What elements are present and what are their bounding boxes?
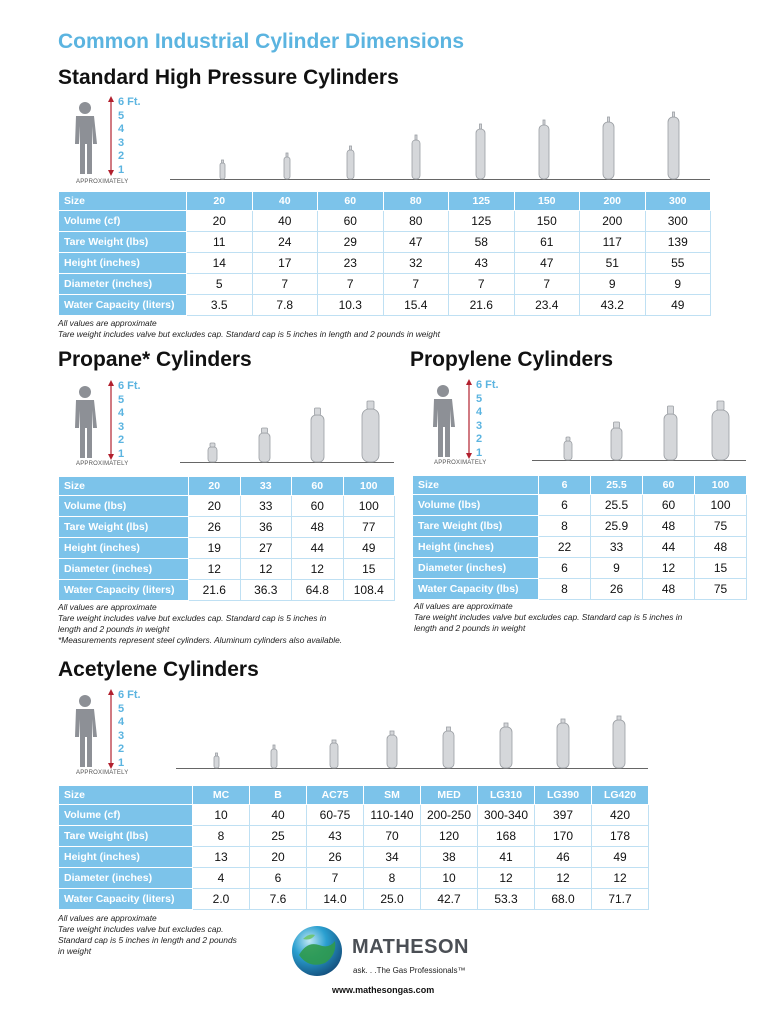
table-cell: 42.7 xyxy=(421,889,478,910)
header-cell: 100 xyxy=(695,476,747,495)
cylinder-row-acetylene xyxy=(176,712,648,769)
table-cell: 80 xyxy=(383,211,449,232)
table-cell: 150 xyxy=(514,211,580,232)
table-cell: 20 xyxy=(189,496,241,517)
header-cell: AC75 xyxy=(307,786,364,805)
table-header-row xyxy=(59,786,649,805)
person-silhouette xyxy=(70,693,100,769)
scale-label: 4 xyxy=(118,716,125,728)
table-header-row xyxy=(59,192,711,211)
table-cell: 48 xyxy=(643,579,695,600)
table-cell: 77 xyxy=(343,517,395,538)
scale-label: 3 xyxy=(118,420,125,433)
table-row xyxy=(59,211,711,232)
scale-label: 1 xyxy=(118,756,125,769)
section-title-acetylene: Acetylene Cylinders xyxy=(58,658,259,681)
table-cell: 49 xyxy=(645,295,711,316)
table-cell: 25.9 xyxy=(591,516,643,537)
header-cell: Size xyxy=(59,477,189,496)
table-row xyxy=(59,868,649,889)
table-cell: 68.0 xyxy=(535,889,592,910)
table-cell: 71.7 xyxy=(592,889,649,910)
row-label: Height (inches) xyxy=(59,847,193,868)
table-cell: 10 xyxy=(421,868,478,889)
header-cell: 300 xyxy=(645,192,711,211)
header-cell: 60 xyxy=(292,477,344,496)
cylinder-row-standard xyxy=(170,110,710,180)
note-text: All values are approximate xyxy=(58,913,157,923)
header-cell: LG420 xyxy=(592,786,649,805)
header-cell: 200 xyxy=(580,192,646,211)
table-row xyxy=(59,253,711,274)
table-cell: 4 xyxy=(193,868,250,889)
table-cell: 26 xyxy=(307,847,364,868)
table-row xyxy=(59,295,711,316)
table-cell: 9 xyxy=(580,274,646,295)
table-cell: 14.0 xyxy=(307,889,364,910)
table-cell: 24 xyxy=(252,232,318,253)
row-label: Volume (lbs) xyxy=(59,496,189,517)
table-row xyxy=(59,559,395,580)
table-cell: 7 xyxy=(318,274,384,295)
row-label: Diameter (inches) xyxy=(59,559,189,580)
table-cell: 60 xyxy=(318,211,384,232)
table-cell: 23.4 xyxy=(514,295,580,316)
scale-label: 2 xyxy=(118,434,125,446)
row-label: Water Capacity (lbs) xyxy=(413,579,539,600)
table-cell: 110-140 xyxy=(364,805,421,826)
table-cell: 12 xyxy=(478,868,535,889)
height-scale-propane xyxy=(70,380,180,472)
table-cell: 17 xyxy=(252,253,318,274)
table-cell: 48 xyxy=(643,516,695,537)
header-cell: LG390 xyxy=(535,786,592,805)
table-cell: 34 xyxy=(364,847,421,868)
approx-label: APPROXIMATELY xyxy=(76,770,129,776)
table-cell: 13 xyxy=(193,847,250,868)
table-cell: 8 xyxy=(193,826,250,847)
table-propane xyxy=(58,476,395,601)
cylinder-row-propane xyxy=(180,395,394,463)
table-row xyxy=(59,889,649,910)
table-cell: 397 xyxy=(535,805,592,826)
table-row xyxy=(59,496,395,517)
height-scale-standard xyxy=(70,96,180,188)
table-cell: 25.5 xyxy=(591,495,643,516)
table-cell: 7 xyxy=(514,274,580,295)
table-cell: 12 xyxy=(240,559,292,580)
height-arrow xyxy=(108,689,114,769)
scale-label: 6 Ft. xyxy=(118,380,141,392)
table-cell: 43 xyxy=(307,826,364,847)
table-cell: 8 xyxy=(364,868,421,889)
scale-label: 6 Ft. xyxy=(476,379,499,391)
note-text: Tare weight includes valve but excludes cap. xyxy=(58,924,224,934)
header-cell: Size xyxy=(59,192,187,211)
scale-label: 6 Ft. xyxy=(118,689,141,701)
scale-label: 3 xyxy=(118,136,125,149)
table-cell: 12 xyxy=(189,559,241,580)
row-label: Water Capacity (liters) xyxy=(59,580,189,601)
brand-name: MATHESON xyxy=(352,936,469,958)
note-text: length and 2 pounds in weight xyxy=(414,623,526,633)
table-row xyxy=(413,495,747,516)
table-cell: 170 xyxy=(535,826,592,847)
note-text: All values are approximate xyxy=(414,601,513,611)
header-cell: 20 xyxy=(189,477,241,496)
page-title: Common Industrial Cylinder Dimensions xyxy=(58,30,465,53)
table-cell: 117 xyxy=(580,232,646,253)
table-cell: 51 xyxy=(580,253,646,274)
height-scale-propylene xyxy=(428,379,538,471)
row-label: Height (inches) xyxy=(413,537,539,558)
table-cell: 15 xyxy=(343,559,395,580)
table-cell: 26 xyxy=(189,517,241,538)
note-text: Tare weight includes valve but excludes cap. Standard cap is 5 inches in xyxy=(58,613,327,623)
website-link[interactable]: www.mathesongas.com xyxy=(332,985,435,995)
table-cell: 300-340 xyxy=(478,805,535,826)
scale-label: 2 xyxy=(476,433,483,445)
table-cell: 6 xyxy=(250,868,307,889)
table-cell: 44 xyxy=(292,538,344,559)
table-cell: 7.6 xyxy=(250,889,307,910)
cylinder-row-propylene xyxy=(532,395,746,461)
table-row xyxy=(59,805,649,826)
table-row xyxy=(59,274,711,295)
row-label: Tare Weight (lbs) xyxy=(59,232,187,253)
header-cell: MC xyxy=(193,786,250,805)
row-label: Height (inches) xyxy=(59,538,189,559)
note-text: length and 2 pounds in weight xyxy=(58,624,170,634)
table-cell: 139 xyxy=(645,232,711,253)
table-cell: 20 xyxy=(250,847,307,868)
table-cell: 46 xyxy=(535,847,592,868)
table-cell: 49 xyxy=(592,847,649,868)
table-cell: 420 xyxy=(592,805,649,826)
table-cell: 22 xyxy=(539,537,591,558)
table-cell: 70 xyxy=(364,826,421,847)
scale-label: 5 xyxy=(476,392,483,405)
note-text: Tare weight includes valve but excludes cap. Standard cap is 5 inches in xyxy=(414,612,683,622)
table-cell: 9 xyxy=(591,558,643,579)
row-label: Height (inches) xyxy=(59,253,187,274)
scale-label: 3 xyxy=(118,729,125,742)
table-cell: 10.3 xyxy=(318,295,384,316)
table-cell: 60 xyxy=(292,496,344,517)
section-title-propane: Propane* Cylinders xyxy=(58,348,252,371)
table-cell: 2.0 xyxy=(193,889,250,910)
table-cell: 7.8 xyxy=(252,295,318,316)
scale-label: 2 xyxy=(118,743,125,755)
table-cell: 11 xyxy=(187,232,253,253)
table-cell: 21.6 xyxy=(449,295,515,316)
header-cell: 60 xyxy=(643,476,695,495)
table-cell: 178 xyxy=(592,826,649,847)
table-cell: 49 xyxy=(343,538,395,559)
row-label: Diameter (inches) xyxy=(59,274,187,295)
table-cell: 40 xyxy=(250,805,307,826)
header-cell: B xyxy=(250,786,307,805)
header-cell: 33 xyxy=(240,477,292,496)
table-cell: 40 xyxy=(252,211,318,232)
note-text: Tare weight includes valve but excludes cap. Standard cap is 5 inches in length and 2 pounds in weight xyxy=(58,329,440,339)
table-cell: 47 xyxy=(514,253,580,274)
table-cell: 21.6 xyxy=(189,580,241,601)
table-cell: 32 xyxy=(383,253,449,274)
table-cell: 48 xyxy=(292,517,344,538)
table-cell: 43.2 xyxy=(580,295,646,316)
note-text: All values are approximate xyxy=(58,318,157,328)
scale-label: 1 xyxy=(476,446,483,459)
table-cell: 36.3 xyxy=(240,580,292,601)
header-cell: 125 xyxy=(449,192,515,211)
table-row xyxy=(413,516,747,537)
table-cell: 10 xyxy=(193,805,250,826)
table-cell: 100 xyxy=(695,495,747,516)
height-arrow xyxy=(108,96,114,176)
row-label: Diameter (inches) xyxy=(413,558,539,579)
table-cell: 75 xyxy=(695,579,747,600)
table-cell: 48 xyxy=(695,537,747,558)
table-cell: 55 xyxy=(645,253,711,274)
note-text: in weight xyxy=(58,946,92,956)
table-row xyxy=(59,580,395,601)
height-arrow xyxy=(108,380,114,460)
header-cell: 80 xyxy=(383,192,449,211)
table-cell: 19 xyxy=(189,538,241,559)
header-cell: 6 xyxy=(539,476,591,495)
header-cell: 40 xyxy=(252,192,318,211)
scale-label: 4 xyxy=(118,407,125,419)
header-cell: Size xyxy=(413,476,539,495)
row-label: Tare Weight (lbs) xyxy=(59,826,193,847)
table-cell: 33 xyxy=(240,496,292,517)
section-title-standard: Standard High Pressure Cylinders xyxy=(58,66,399,89)
scale-label: 3 xyxy=(476,419,483,432)
table-cell: 9 xyxy=(645,274,711,295)
header-cell: 20 xyxy=(187,192,253,211)
table-cell: 12 xyxy=(292,559,344,580)
person-silhouette xyxy=(70,384,100,460)
table-cell: 60-75 xyxy=(307,805,364,826)
scale-label: 5 xyxy=(118,702,125,715)
table-cell: 7 xyxy=(252,274,318,295)
height-scale-acetylene xyxy=(70,689,180,781)
table-cell: 15.4 xyxy=(383,295,449,316)
approx-label: APPROXIMATELY xyxy=(76,179,129,185)
row-label: Volume (cf) xyxy=(59,805,193,826)
table-cell: 125 xyxy=(449,211,515,232)
table-cell: 38 xyxy=(421,847,478,868)
table-row xyxy=(59,847,649,868)
table-cell: 25.0 xyxy=(364,889,421,910)
table-row xyxy=(413,579,747,600)
table-cell: 33 xyxy=(591,537,643,558)
table-cell: 100 xyxy=(343,496,395,517)
scale-label: 4 xyxy=(476,406,483,418)
table-cell: 64.8 xyxy=(292,580,344,601)
header-cell: 150 xyxy=(514,192,580,211)
note-text: All values are approximate xyxy=(58,602,157,612)
table-cell: 7 xyxy=(307,868,364,889)
scale-label: 6 Ft. xyxy=(118,96,141,108)
table-cell: 20 xyxy=(187,211,253,232)
scale-label: 5 xyxy=(118,393,125,406)
table-cell: 58 xyxy=(449,232,515,253)
scale-label: 1 xyxy=(118,163,125,176)
header-cell: 60 xyxy=(318,192,384,211)
table-cell: 168 xyxy=(478,826,535,847)
header-cell: 25.5 xyxy=(591,476,643,495)
table-cell: 12 xyxy=(643,558,695,579)
table-cell: 29 xyxy=(318,232,384,253)
row-label: Volume (lbs) xyxy=(413,495,539,516)
scale-label: 1 xyxy=(118,447,125,460)
table-header-row xyxy=(413,476,747,495)
table-row xyxy=(59,517,395,538)
table-cell: 12 xyxy=(592,868,649,889)
row-label: Volume (cf) xyxy=(59,211,187,232)
row-label: Water Capacity (liters) xyxy=(59,889,193,910)
note-text: *Measurements represent steel cylinders. Aluminum cylinders also available. xyxy=(58,635,343,645)
section-title-propylene: Propylene Cylinders xyxy=(410,348,614,371)
table-cell: 23 xyxy=(318,253,384,274)
approx-label: APPROXIMATELY xyxy=(76,461,129,467)
table-cell: 6 xyxy=(539,558,591,579)
row-label: Diameter (inches) xyxy=(59,868,193,889)
table-cell: 7 xyxy=(383,274,449,295)
table-cell: 108.4 xyxy=(343,580,395,601)
approx-label: APPROXIMATELY xyxy=(434,460,487,466)
table-row xyxy=(59,538,395,559)
scale-label: 2 xyxy=(118,150,125,162)
table-cell: 14 xyxy=(187,253,253,274)
brand-tagline: ask. . .The Gas Professionals™ xyxy=(353,966,466,975)
table-cell: 300 xyxy=(645,211,711,232)
table-row xyxy=(59,232,711,253)
table-cell: 8 xyxy=(539,579,591,600)
table-cell: 200 xyxy=(580,211,646,232)
row-label: Tare Weight (lbs) xyxy=(59,517,189,538)
table-cell: 53.3 xyxy=(478,889,535,910)
table-row xyxy=(413,537,747,558)
table-cell: 36 xyxy=(240,517,292,538)
table-cell: 47 xyxy=(383,232,449,253)
height-arrow xyxy=(466,379,472,459)
scale-label: 5 xyxy=(118,109,125,122)
table-cell: 43 xyxy=(449,253,515,274)
row-label: Water Capacity (liters) xyxy=(59,295,187,316)
scale-label: 4 xyxy=(118,123,125,135)
header-cell: Size xyxy=(59,786,193,805)
table-cell: 5 xyxy=(187,274,253,295)
header-cell: LG310 xyxy=(478,786,535,805)
table-row xyxy=(59,826,649,847)
person-silhouette xyxy=(70,100,100,176)
header-cell: 100 xyxy=(343,477,395,496)
note-text: Standard cap is 5 inches in length and 2 pounds xyxy=(58,935,237,945)
table-cell: 15 xyxy=(695,558,747,579)
table-cell: 3.5 xyxy=(187,295,253,316)
table-row xyxy=(413,558,747,579)
header-cell: SM xyxy=(364,786,421,805)
table-cell: 61 xyxy=(514,232,580,253)
table-cell: 120 xyxy=(421,826,478,847)
table-cell: 44 xyxy=(643,537,695,558)
header-cell: MED xyxy=(421,786,478,805)
table-cell: 6 xyxy=(539,495,591,516)
table-cell: 8 xyxy=(539,516,591,537)
table-acetylene xyxy=(58,785,649,910)
table-cell: 75 xyxy=(695,516,747,537)
row-label: Tare Weight (lbs) xyxy=(413,516,539,537)
table-cell: 200-250 xyxy=(421,805,478,826)
table-standard xyxy=(58,191,711,316)
table-cell: 7 xyxy=(449,274,515,295)
table-cell: 60 xyxy=(643,495,695,516)
table-header-row xyxy=(59,477,395,496)
table-cell: 41 xyxy=(478,847,535,868)
table-cell: 25 xyxy=(250,826,307,847)
table-cell: 12 xyxy=(535,868,592,889)
table-cell: 26 xyxy=(591,579,643,600)
table-cell: 27 xyxy=(240,538,292,559)
person-silhouette xyxy=(428,383,458,459)
table-propylene xyxy=(412,475,747,600)
matheson-globe-logo xyxy=(291,925,343,977)
